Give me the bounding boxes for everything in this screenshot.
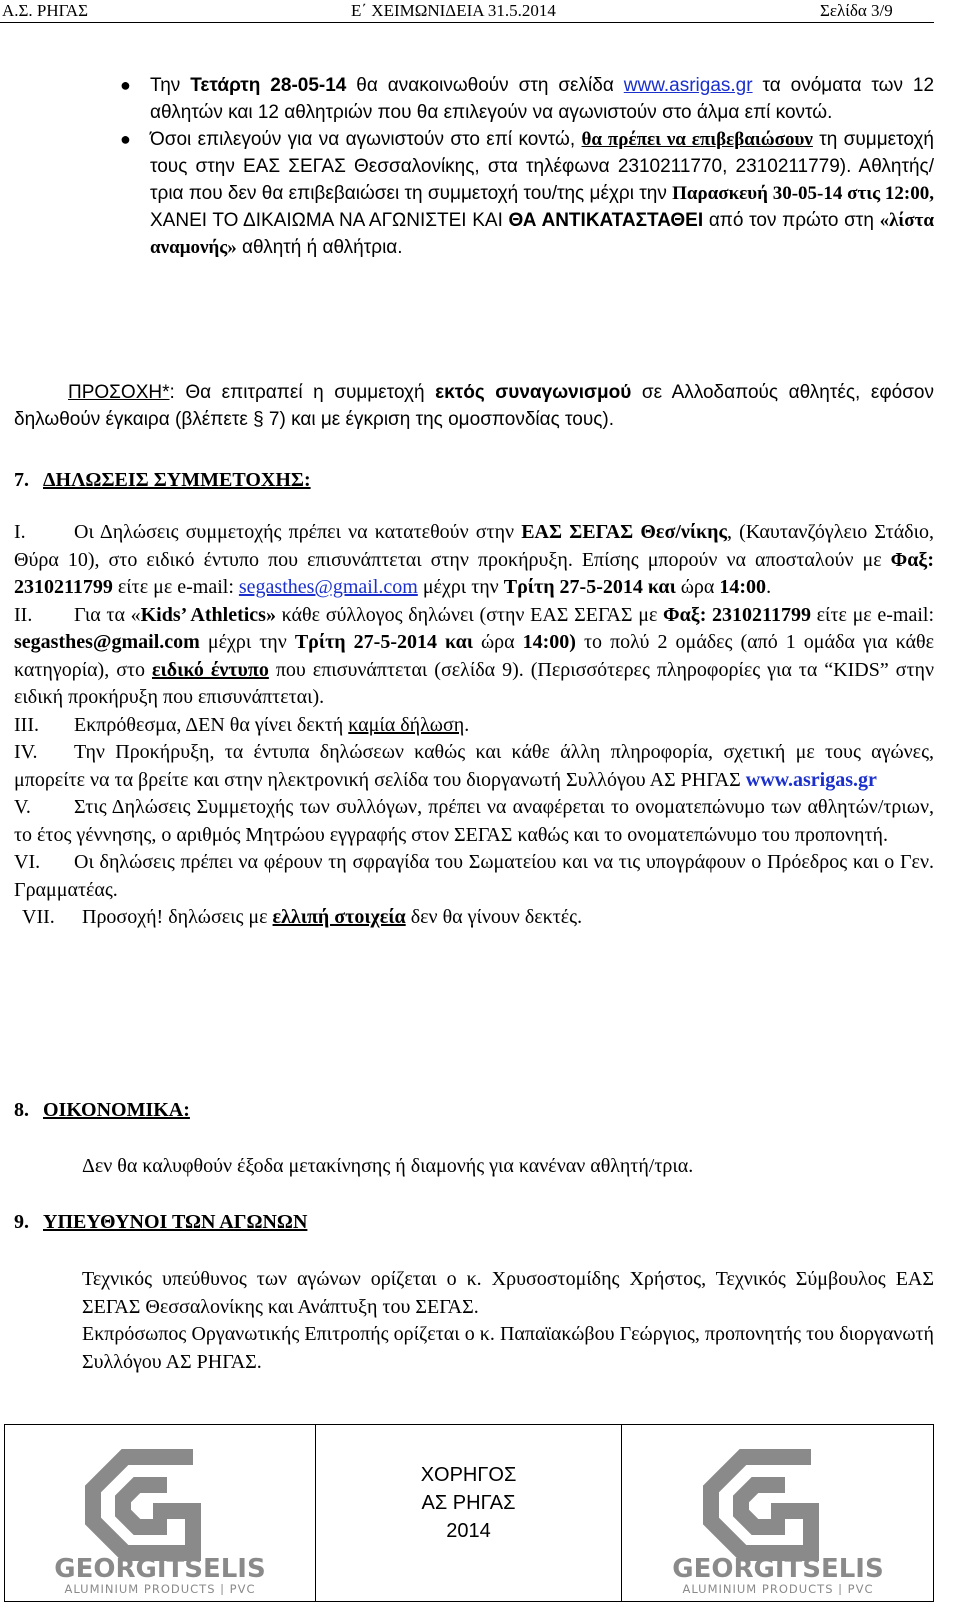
item-number: VI. — [14, 851, 41, 873]
text: Εκπρόθεσμα, — [74, 713, 186, 736]
text: : Θα επιτραπεί η συμμετοχή — [169, 382, 436, 403]
sponsor-logo-left — [5, 1425, 316, 1601]
text: είτε με e-mail: — [112, 576, 239, 598]
section-number: 7. — [14, 469, 29, 491]
text: θα ανακοινωθούν στη σελίδα — [346, 75, 624, 96]
logo-tagline: ALUMINIUM PRODUCTS | PVC — [682, 1582, 874, 1595]
deadline: Παρασκευή 30-05-14 στις 12:00, — [672, 183, 934, 204]
text: Την Προκήρυξη, τα έντυπα δηλώσεων καθώς και κάθε άλλη πληροφορία, σχετική με τους αγώνες, μπορείτε να τα βρείτε και στην ηλεκτρονική σελίδα του διοργανωτή Συλλόγου ΑΣ ΡΗΓΑΣ — [14, 741, 934, 791]
text: τη συμμετοχή τους στην ΕΑΣ ΣΕΓΑΣ Θεσσαλονίκης, στα τηλέφωνα 2310211770, 2310211779). Αθλητής/τρια που δεν θα επιβεβαιώσει τη συμμετοχή του/της μέχρι την — [150, 129, 934, 204]
bullet-announcement — [120, 72, 935, 126]
georgitselis-g-logo-icon — [633, 1435, 923, 1595]
sponsor-club: ΑΣ ΡΗΓΑΣ — [421, 1492, 516, 1514]
bullet-icon: ● — [120, 129, 131, 149]
item-vii — [14, 904, 934, 932]
deadline-date: Τρίτη 27-5-2014 και — [294, 631, 473, 653]
section-9-heading — [14, 1209, 307, 1236]
text: τα ονόματα των 12 αθλητών και 12 αθλητριών που θα επιλεγούν να αγωνιστούν στο άλμα επί κοντώ. — [150, 75, 935, 123]
section-title: ΥΠΕΥΘΥΝΟΙ ΤΩΝ ΑΓΩΝΩΝ — [43, 1211, 308, 1233]
notice-label: ΠΡΟΣΟΧΗ* — [68, 382, 170, 403]
item-number: Ι. — [14, 521, 26, 543]
header-event: Ε΄ ΧΕΙΜΩΝΙΔΕΙΑ 31.5.2014 — [351, 1, 556, 20]
item-number: V. — [14, 796, 31, 818]
deadline-time: 14:00) — [522, 631, 576, 653]
text: . — [766, 576, 772, 598]
fax-number: Φαξ: 2310211799 — [663, 603, 811, 626]
incomplete-data: ελλιπή στοιχεία — [272, 906, 406, 928]
text: , (Καυτανζόγλειο Στάδιο, Θύρα 10), στο ειδικό έντυπο που επισυνάπτεται στην προκήρυξη. Επίσης μπορούν να αποσταλούν με — [14, 521, 934, 571]
section-7-heading — [14, 467, 311, 494]
item-vi — [14, 849, 934, 904]
organizing-representative: Εκπρόσωπος Οργανωτικής Επιτροπής ορίζεται ο κ. Παπαϊακώβου Γεώργιος, προπονητής του διοργανωτή Συλλόγου ΑΣ ΡΗΓΑΣ. — [82, 1323, 934, 1373]
item-number: IV. — [14, 741, 38, 763]
must-confirm: θα πρέπει να επιβεβαιώσουν — [581, 129, 813, 150]
email-text: segasthes@gmail.com — [14, 631, 200, 653]
item-ii — [14, 602, 934, 712]
bullet-list — [120, 72, 935, 261]
text: δεν θα γίνουν δεκτές. — [405, 906, 583, 928]
email-link[interactable]: segasthes@gmail.com — [238, 576, 418, 598]
page-header — [0, 0, 934, 23]
sponsor-year: 2014 — [446, 1520, 491, 1542]
website-link[interactable]: www.asrigas.gr — [745, 768, 877, 791]
text: Οι Δηλώσεις συμμετοχής πρέπει να κατατεθούν στην — [74, 521, 522, 543]
section-8-heading — [14, 1097, 190, 1124]
bullet-icon: ● — [120, 75, 131, 95]
text: μέχρι την — [417, 576, 504, 598]
sponsor-logo-right — [623, 1425, 933, 1601]
out-of-competition: εκτός συναγωνισμού — [435, 382, 632, 403]
logo-name: GEORGITSELIS — [672, 1554, 884, 1584]
not-text: ΔΕΝ — [185, 713, 225, 736]
header-club: Α.Σ. ΡΗΓΑΣ — [2, 1, 89, 20]
text: Στις Δηλώσεις Συμμετοχής των συλλόγων, πρέπει να αναφέρεται το ονοματεπώνυμο των αθλητών/τριων, το έτος γέννησης, ο αριθμός Μητρώου εγγραφής στον ΣΕΓΑΣ καθώς και το ονοματεπώνυμο του προπονητή. — [14, 796, 934, 846]
kids-athletics: Kids’ Athletics» — [140, 603, 276, 626]
section-8-text: Δεν θα καλυφθούν έξοδα μετακίνησης ή διαμονής για κανέναν αθλητή/τρια. — [82, 1155, 694, 1177]
item-number: VII. — [22, 906, 55, 928]
section-number: 9. — [14, 1211, 29, 1233]
item-number: ΙΙ. — [14, 603, 33, 626]
georgitselis-g-logo-icon — [15, 1435, 305, 1595]
notice-paragraph — [14, 379, 934, 433]
deadline-date: Τρίτη 27-5-2014 και — [503, 576, 676, 598]
logo-tagline: ALUMINIUM PRODUCTS | PVC — [64, 1582, 256, 1595]
logo-name: GEORGITSELIS — [54, 1554, 266, 1584]
item-iii — [14, 712, 934, 740]
text: σε Αλλοδαπούς αθλητές, εφόσον δηλωθούν έγκαιρα (βλέπετε § 7) και με έγκριση της ομοσπονδίας τους). — [14, 382, 934, 430]
section-9-text — [82, 1266, 934, 1376]
text: ΧΑΝΕΙ ΤΟ ΔΙΚΑΙΩΜΑ ΝΑ ΑΓΩΝΙΣΤΕΙ ΚΑΙ — [150, 210, 509, 231]
waiting-list: «λίστα αναμονής» — [150, 210, 934, 258]
text: μέχρι την — [199, 631, 295, 653]
section-title: ΔΗΛΩΣΕΙΣ ΣΥΜΜΕΤΟΧΗΣ: — [43, 469, 311, 491]
section-7-items — [14, 519, 934, 932]
website-link[interactable]: www.asrigas.gr — [623, 75, 753, 96]
no-entry: καμία δήλωση — [348, 713, 465, 736]
section-title: ΟΙΚΟΝΟΜΙΚΑ: — [43, 1099, 190, 1121]
text: ώρα — [472, 631, 523, 653]
header-page-number: Σελίδα 3/9 — [820, 1, 893, 20]
text: κάθε σύλλογος δηλώνει (στην ΕΑΣ ΣΕΓΑΣ με — [275, 603, 664, 626]
deadline-time: 14:00 — [719, 576, 767, 598]
item-iv — [14, 739, 934, 794]
bullet-confirmation — [120, 126, 934, 261]
fax-number: Φαξ: 2310211799 — [14, 548, 934, 598]
text: αθλητή ή αθλήτρια. — [236, 237, 403, 258]
federation-name: ΕΑΣ ΣΕΓΑΣ Θεσ/νίκης — [521, 521, 727, 543]
text: Οι δηλώσεις πρέπει να φέρουν τη σφραγίδα του Σωματείου και να τις υπογράφουν ο Πρόεδρος και ο Γεν. Γραμματέας. — [14, 851, 934, 901]
text: . — [464, 713, 470, 736]
special-form: ειδικό έντυπο — [151, 658, 269, 681]
text: Όσοι επιλεγούν για να αγωνιστούν στο επί κοντώ, — [150, 129, 582, 150]
replaced-text: ΘΑ ΑΝΤΙΚΑΤΑΣΤΑΘΕΙ — [508, 210, 704, 231]
item-v — [14, 794, 934, 849]
text: Την — [150, 75, 191, 96]
announce-date: Τετάρτη 28-05-14 — [190, 75, 347, 96]
text: το πολύ 2 ομάδες (από 1 ομάδα για κάθε κατηγορία), στο — [14, 631, 935, 681]
text: θα γίνει δεκτή — [224, 713, 349, 736]
text: Για τα « — [74, 603, 141, 626]
item-number: ΙΙΙ. — [14, 713, 39, 736]
text: Προσοχή! δηλώσεις με — [82, 906, 273, 928]
item-i — [14, 519, 934, 602]
section-number: 8. — [14, 1099, 29, 1121]
text: είτε με e-mail: — [810, 603, 935, 626]
text: που επισυνάπτεται (σελίδα 9). (Περισσότερες πληροφορίες για τα “KIDS” στην ειδική προκήρυξη που επισυνάπτεται). — [14, 658, 934, 708]
sponsor-footer — [4, 1424, 934, 1602]
sponsor-label: ΧΟΡΗΓΟΣ — [420, 1464, 517, 1486]
text: από τον πρώτο στη — [703, 210, 880, 231]
text: ώρα — [675, 576, 720, 598]
sponsor-text — [316, 1425, 622, 1601]
technical-manager: Τεχνικός υπεύθυνος των αγώνων ορίζεται ο κ. Χρυσοστομίδης Χρήστος, Τεχνικός Σύμβουλος ΕΑΣ ΣΕΓΑΣ Θεσσαλονίκης και Ανάπτυξη του ΣΕΓΑΣ. — [82, 1268, 934, 1318]
